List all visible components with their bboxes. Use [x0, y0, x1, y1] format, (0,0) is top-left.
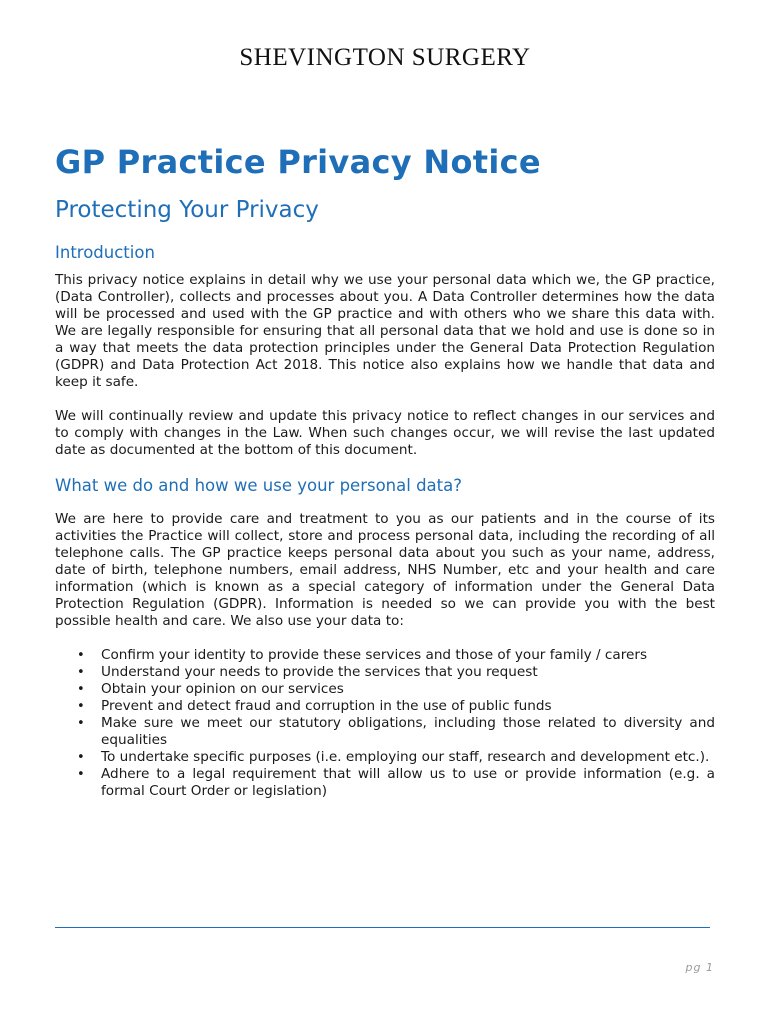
- list-item-text: Obtain your opinion on our services: [101, 681, 344, 697]
- list-item: [77, 681, 715, 698]
- list-item: [77, 766, 715, 800]
- intro-paragraph-1: This privacy notice explains in detail why we use your personal data which we, the GP practice, (Data Controller), collects and processes about you. A Data Controller determines how the data will be processed and used with the GP practice and with others who we share this data with. We are legally responsible for ensuring that all personal data that we hold and use is done so in a way that meets the data protection principles under the General Data Protection Regulation (GDPR) and Data Protection Act 2018. This notice also explains how we handle that data and keep it safe.: [55, 272, 715, 390]
- list-item-text: To undertake specific purposes (i.e. employing our staff, research and development etc.).: [101, 749, 710, 765]
- bullet-icon: •: [77, 699, 85, 714]
- list-item-text: Adhere to a legal requirement that will allow us to use or provide information (e.g. a formal Court Order or legislation): [101, 766, 715, 799]
- document-subtitle: Protecting Your Privacy: [55, 197, 319, 223]
- list-item: [77, 715, 715, 749]
- page-number: pg 1: [685, 961, 714, 974]
- section-heading-introduction: Introduction: [55, 243, 155, 262]
- bullet-icon: •: [77, 682, 85, 697]
- list-item: [77, 749, 715, 766]
- section-heading-personal-data: What we do and how we use your personal data?: [55, 476, 462, 495]
- personal-data-paragraph: We are here to provide care and treatment to you as our patients and in the course of its activities the Practice will collect, store and process personal data, including the recording of all telephone calls. The GP practice keeps personal data about you such as your name, address, date of birth, telephone numbers, email address, NHS Number, etc and your health and care information (which is known as a special category of information under the General Data Protection Regulation (GDPR). Information is needed so we can provide you with the best possible health and care. We also use your data to:: [55, 511, 715, 629]
- list-item-text: Understand your needs to provide the services that you request: [101, 664, 538, 680]
- data-uses-list: [55, 647, 715, 800]
- list-item-text: Prevent and detect fraud and corruption in the use of public funds: [101, 698, 552, 714]
- bullet-icon: •: [77, 750, 85, 765]
- list-item: [77, 647, 715, 664]
- list-item-text: Confirm your identity to provide these services and those of your family / carers: [101, 647, 648, 663]
- document-body: [55, 243, 715, 800]
- bullet-icon: •: [77, 665, 85, 680]
- bullet-icon: •: [77, 716, 85, 731]
- list-item: [77, 698, 715, 715]
- footer-divider: [55, 927, 710, 928]
- list-item-text: Make sure we meet our statutory obligations, including those related to diversity and equalities: [101, 715, 715, 748]
- document-title: GP Practice Privacy Notice: [55, 143, 541, 181]
- bullet-icon: •: [77, 767, 85, 782]
- intro-paragraph-2: We will continually review and update this privacy notice to reflect changes in our services and to comply with changes in the Law. When such changes occur, we will revise the last updated date as documented at the bottom of this document.: [55, 408, 715, 458]
- bullet-icon: •: [77, 648, 85, 663]
- organization-name: SHEVINGTON SURGERY: [239, 44, 531, 71]
- list-item: [77, 664, 715, 681]
